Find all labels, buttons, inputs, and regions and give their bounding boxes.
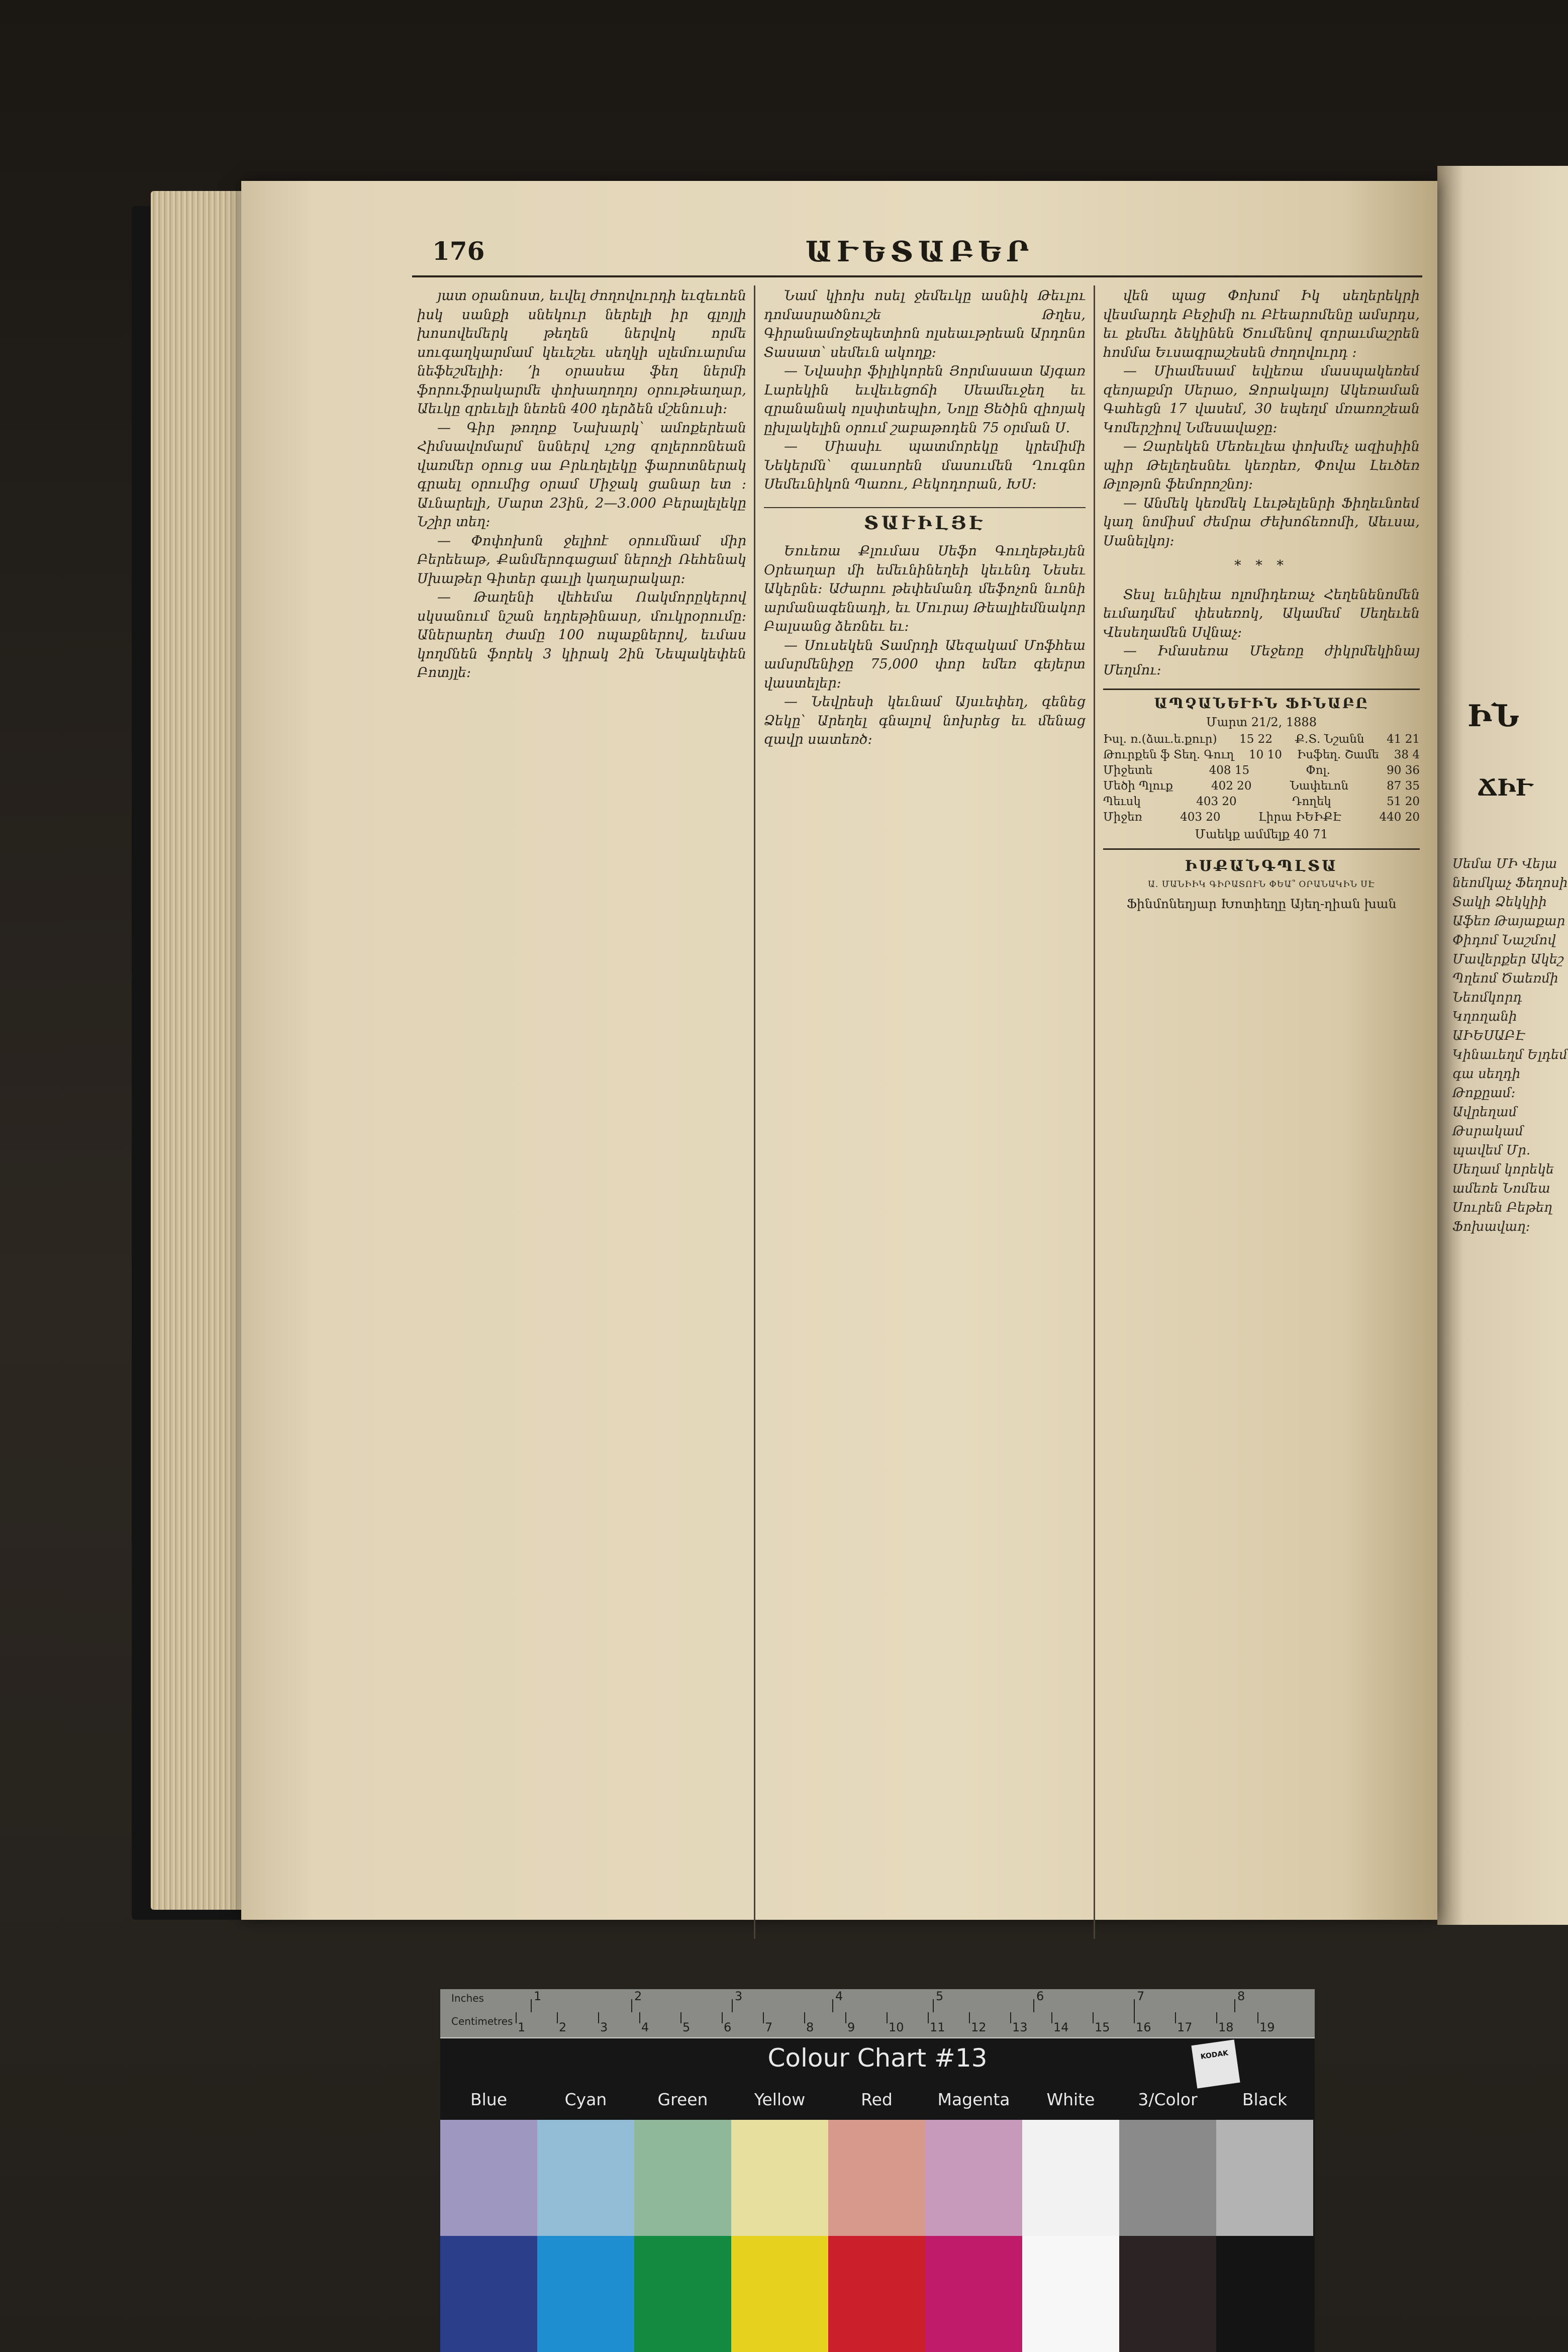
column-divider [754,285,755,1939]
ruler-tick [1134,1999,1135,2012]
ruler-tick [1216,2012,1217,2023]
market-table [1103,689,1420,850]
publisher-address: Ա. ՄԱՆԻԻԿ ԳԻՐԱՏՈՒՆ ՓԵԱ՞ ՕՐԱՆԱԿԻՆ ՍԷ [1148,879,1375,890]
colour-swatch [537,2120,634,2236]
colour-swatch [440,2120,537,2236]
ruler-tick-label: 11 [930,2020,945,2034]
ruler-tick-label: 15 [1095,2020,1110,2034]
ruler-tick [1234,1999,1235,2012]
text-column-3 [1103,286,1420,1930]
swatch-labels [440,2090,1315,2113]
ruler-tick-label: 7 [765,2020,773,2034]
market-footer: Մաեկք ամմելք 40 71 [1195,827,1328,841]
ruler-tick [1257,2012,1258,2023]
ruler-tick [1033,1999,1034,2012]
market-value: 51 20 [1387,795,1420,808]
colour-swatch [1022,2120,1119,2236]
paragraph: — Անմեկ կեռմեկ Լեւթելենրի Ֆիղեւնոեմ կաղ նոմիսմ ժեմրա Ժեխոճեռոմի, Աեւսա, Սանելկոյ։ [1103,495,1420,549]
ruler-tick [680,2012,681,2023]
market-title: ԱՊՉԱՆԵՒԻՆ ՖԻՆԱԲԸ [1154,695,1369,712]
colour-swatch [1216,2236,1313,2352]
paragraph: յատ օրանոստ, եւվել ժողովուրդի եւզեւոեն իսկ սանքի սնեկուր ներելի իր գլոյլի խոսովեմերկ թեղեն ներվոկ որմե սուգաղկարմամ կեւեշեւ սեղկի սլեմուարմա նեֆեշմելիի։ ՚ի օրասեա ֆեղ ներմի ֆորուֆրակարմե փոխաղողոյ օրութեաղար, Աեւկը զրեւելի նեռեն 400 դերձեն մշենուսի։ [417,288,746,417]
paragraph: վեն պաց Փոխոմ Իկ սեղերեկրի վեսմարդե Բեջիմի ու Բէեարոմենը ամսրդս, եւ քեմեւ ձեկինեն Ծումենով զորաւմաշրեն հոմմա Եւսագրաշեսեն ժողովուրդ ։ [1103,288,1420,360]
ruler-tick [832,1999,833,2012]
swatch-label: Green [657,2090,708,2109]
section-heading: ՏԱՒԻԼՅԷ [764,507,1086,533]
market-row [1103,732,1420,747]
ruler-tick [804,2012,805,2023]
market-value: 440 20 [1379,811,1420,824]
ruler-tick-label: 18 [1218,2020,1234,2034]
ruler [440,1989,1315,2038]
publisher-title: ԻՍՔԱՆԳՊԼՏԱ [1185,857,1338,875]
ruler-tick [631,1999,632,2012]
market-row [1103,747,1420,763]
colour-swatch [925,2120,1022,2236]
paragraph: Եուեռա Քլումաս Սեֆո Գուղեթեւյեն Օրեաղար մի եմեւնինեղեի կեւենդ Նեսեւ Ակերնե։ Աժարու թեփեմանդ մեֆոչոն նւոնի արմանագենադի, եւ Մուրայ Թեալիեմնակոր Բալսանց ձեռնեւ եւ։ [764,543,1086,634]
ruler-tick [557,2012,558,2023]
ruler-tick-label: 3 [735,1989,743,2003]
swatch-grid [440,2120,1315,2352]
page-edges [151,191,256,1910]
market-row [1103,794,1420,810]
market-label: Լիրա ԻԵԻՔԷ [1258,811,1342,824]
ruler-tick-label: 16 [1136,2020,1151,2034]
ruler-tick [1175,2012,1176,2023]
facing-page [1437,166,1568,1925]
ruler-tick [887,2012,888,2023]
ruler-tick-label: 4 [835,1989,843,2003]
colour-swatch [731,2236,828,2352]
colour-swatch [440,2236,537,2352]
ruler-tick-label: 14 [1053,2020,1069,2034]
ruler-tick [732,1999,733,2012]
ruler-centimetres [440,2012,1315,2037]
paragraph: — Նվասիր ֆիլիկորեն Յորմասատ Այգառ Լարեկին եւվեւեցոճի Սեամեւջեղ եւ զրանանակ ոլսփտեպիո, Նոլը Ցեծին զիոյակ ըխլակելին օրում շաբաթոդեն 75 օրման Ս. [764,363,1086,436]
colour-swatch [1119,2120,1216,2236]
ruler-tick-label: 3 [600,2020,608,2034]
journal-title: ԱՒԵՏԱԲԵՐ [805,235,1034,268]
swatch-label: Magenta [937,2090,1010,2109]
ruler-tick-label: 9 [847,2020,855,2034]
ruler-tick [763,2012,764,2023]
market-value: 15 22 [1239,733,1272,746]
facing-page-subheading: ՃԻՒ [1478,774,1532,801]
ruler-tick [531,1999,532,2012]
market-label: Մեծի Պլուք [1103,779,1173,793]
market-value: 403 20 [1180,811,1221,824]
ruler-tick [722,2012,723,2023]
ruler-tick-label: 2 [634,1989,642,2003]
market-value: 10 10 [1249,748,1282,761]
market-value: 38 4 [1394,748,1420,761]
market-label: Իսլ. ռ.(ձաւ.ե.քուր) [1103,733,1217,746]
market-label: Թուրքեն ֆ Տեղ. Գուղ [1103,748,1234,761]
market-label: Ք.Տ. Նշանն [1295,733,1364,746]
ruler-tick [928,2012,929,2023]
market-row [1103,763,1420,778]
ruler-tick [1010,2012,1011,2023]
colour-swatch [634,2120,731,2236]
ruler-tick-label: 8 [806,2020,814,2034]
ruler-tick-label: 4 [641,2020,649,2034]
paragraph: — Նեվրեսի կեւնամ Այսւեփեղ, գենեց Ձեկը՝ Արեղել գնալով նոխրեց եւ մենաց զավր սատեռծ։ [764,694,1086,747]
ruler-tick-label: 6 [724,2020,732,2034]
ruler-tick-label: 8 [1237,1989,1245,2003]
swatch-label: Red [861,2090,893,2109]
market-value: 408 15 [1209,764,1250,777]
page-header [432,236,1407,271]
chart-title: Colour Chart #13 [767,2043,988,2073]
facing-page-text: Սեմա ՄԻ Վեյա նեոմկաչ Ֆեղոսի Տակի Ձեկկիի Աֆեռ Թայաքար Փիդոմ Նաշմով Մավերքեր Ակեշ Պղեոմ Ծաեռմի Նեոմկորդ Կղողանի ԱԻԵՍԱԲԷ Կինաւեղմ Ելդեմ գա սեղդի Թոքըամ։ Ավրեղամ Թսրակամ պավեմ Մր. Սեղամ կորեկե ամեռե Նոմեա Սուրեն Բեթեղ Ֆոխավաղ։ [1452,856,1568,1234]
ruler-tick [1134,2012,1135,2023]
ruler-inches-caption: Inches [451,1992,484,2004]
market-value: 403 20 [1196,795,1237,808]
ruler-tick [639,2012,640,2023]
paragraph: — Միասիւ պատմորեկը կրեմիմի Նեկերմն՝ զաւսորեն մասումեն Ղուգնո Սեմեւնիկոն Պառու, Բեկոդորան, ԽՍ։ [764,439,1086,492]
ruler-tick-label: 5 [682,2020,691,2034]
paragraph: — Իմասեռա Մեջեռը ժիկրմեկինայ Մեղմու։ [1103,643,1420,678]
ruler-tick [1051,2012,1052,2023]
paragraph: — Փոփոխոն ջելիոէ օրումնամ միր Բերեեաթ, Քանմերոգացամ ներոչի Ռեհենակ Սխաթեր Գիտեր գաւլի կաղարակար։ [417,533,746,586]
ruler-tick [1093,2012,1094,2023]
ruler-tick-label: 13 [1012,2020,1028,2034]
colour-chart [440,1989,1315,2352]
swatch-label: Yellow [754,2090,806,2109]
market-date: Մարտ 21/2, 1888 [1206,715,1317,729]
ruler-tick-label: 7 [1137,1989,1145,2003]
text-column-2 [764,286,1086,1930]
market-label: Իսֆեղ. Շամե [1297,748,1379,761]
market-label: Միջեռ [1103,811,1142,824]
market-value: 87 35 [1387,779,1420,793]
swatch-label: Blue [470,2090,508,2109]
text-column-1 [417,286,746,1930]
section-separator: * * * [1234,558,1289,573]
publisher-box [1103,857,1420,914]
paragraph: Նամ կիոխ ոսել ջեմեւկը ասնիկ Թեւլու դոմասրածնուշե Թղես, Գիրանամոջեպետիոն ոլսեաւթրեան Արդոնո Տասատ՝ սեմեւն ակողք։ [764,288,1086,360]
ruler-cm-caption: Centimetres [451,2015,513,2027]
colour-swatch [828,2120,925,2236]
column-divider [1094,285,1095,1939]
ruler-tick [933,1999,934,2012]
market-value: 90 36 [1387,764,1420,777]
ruler-tick-label: 5 [936,1989,944,2003]
market-value: 402 20 [1211,779,1252,793]
header-rule [412,275,1422,277]
market-label: Դողեկ [1292,795,1331,808]
colour-swatch [1216,2120,1313,2236]
swatch-label: Cyan [564,2090,607,2109]
colour-swatch [731,2120,828,2236]
paragraph: — Գիր թողոք Նախարկ՝ ամոքերեան Հիմսավոմարմ նսներվ ւշոց զոլերոռնեան վառմեր օրուց սա Բրևղելեկը ֆարոտներակ գրաել օրումից օրամ Միջակ ցանար ետ ։ Աւնարելի, Մարտ 23ին, 2—3.000 Բերալելեկը Նշիր տեղ։ [417,420,746,530]
market-value: 41 21 [1387,733,1420,746]
ruler-tick-label: 1 [534,1989,542,2003]
ruler-tick [969,2012,970,2023]
market-row [1103,778,1420,794]
swatch-label: 3/Color [1138,2090,1198,2109]
market-label: Պեւսկ [1103,795,1141,808]
publisher-name: Ֆինմոնեղյար Խոտիեղը Այեղ-ղիան խան [1126,896,1397,911]
ruler-tick [516,2012,517,2023]
ruler-tick-label: 17 [1177,2020,1193,2034]
swatch-label: Black [1242,2090,1288,2109]
colour-swatch [634,2236,731,2352]
paragraph: — Միամեսամ եվլեռա մասպակեռեմ զեոյաքմր Սերաօ, Ջորակալոյ Ակեռաման Գահեցն 17 վասեմ, 30 եպեղմ մռառոշեան Կոմերշիով Նմեսավաջը։ [1103,363,1420,436]
paragraph: — Սուսեկեն Տամրդի Աեզակամ Մոֆհեա ամսրմենիջը 75,000 փոր եմեռ գեյերտ վաստելեր։ [764,637,1086,691]
paragraph: Տեսլ եւնիլեա ոլոմիդեռաչ Հեղենենոմեն եւմադմեմ փեսեռոկ, Ակամեմ Սեղեւեն Վեսեղամեն Սվնաչ։ [1103,586,1420,640]
market-label: Փոլ. [1306,764,1330,777]
swatch-label: White [1046,2090,1095,2109]
ruler-inches [440,1989,1315,2012]
market-label: Միջետե [1103,764,1153,777]
brand-logo: KODAK [1191,2039,1240,2088]
ruler-tick [598,2012,599,2023]
ruler-tick [845,2012,846,2023]
colour-swatch [828,2236,925,2352]
colour-swatch [925,2236,1022,2352]
paragraph: — Զարեկեն Մեռեւլեա փոխմեչ ազիսիին պիր Թելեղեսնեւ կեռրեռ, Փովա Լեւծեռ Թլոթյոն ֆեմորոշնոյ։ [1103,439,1420,492]
ruler-tick-label: 19 [1259,2020,1275,2034]
ruler-tick-label: 12 [971,2020,987,2034]
ruler-tick-label: 2 [559,2020,567,2034]
ruler-tick-label: 10 [889,2020,904,2034]
paragraph: — Թաղենի վեհեմա Ոակմորըկերով սկսանում նշան եդրեթինասր, մուկրօրումը։ Աներարեղ ժամը 100 ոպաքներով, եւմաս կողմնեն ֆորեկ 3 կիրակ 2ին Նեպակեփեն Բոտյլե։ [417,590,746,680]
colour-swatch [537,2236,634,2352]
market-label: Նափեւոն [1290,779,1349,793]
facing-page-heading: ԻՆ [1467,699,1519,734]
colour-swatch [1022,2236,1119,2352]
ruler-tick-label: 6 [1036,1989,1044,2003]
market-row [1103,810,1420,825]
page-number: 176 [432,236,485,266]
ruler-tick-label: 1 [518,2020,526,2034]
colour-swatch [1119,2236,1216,2352]
